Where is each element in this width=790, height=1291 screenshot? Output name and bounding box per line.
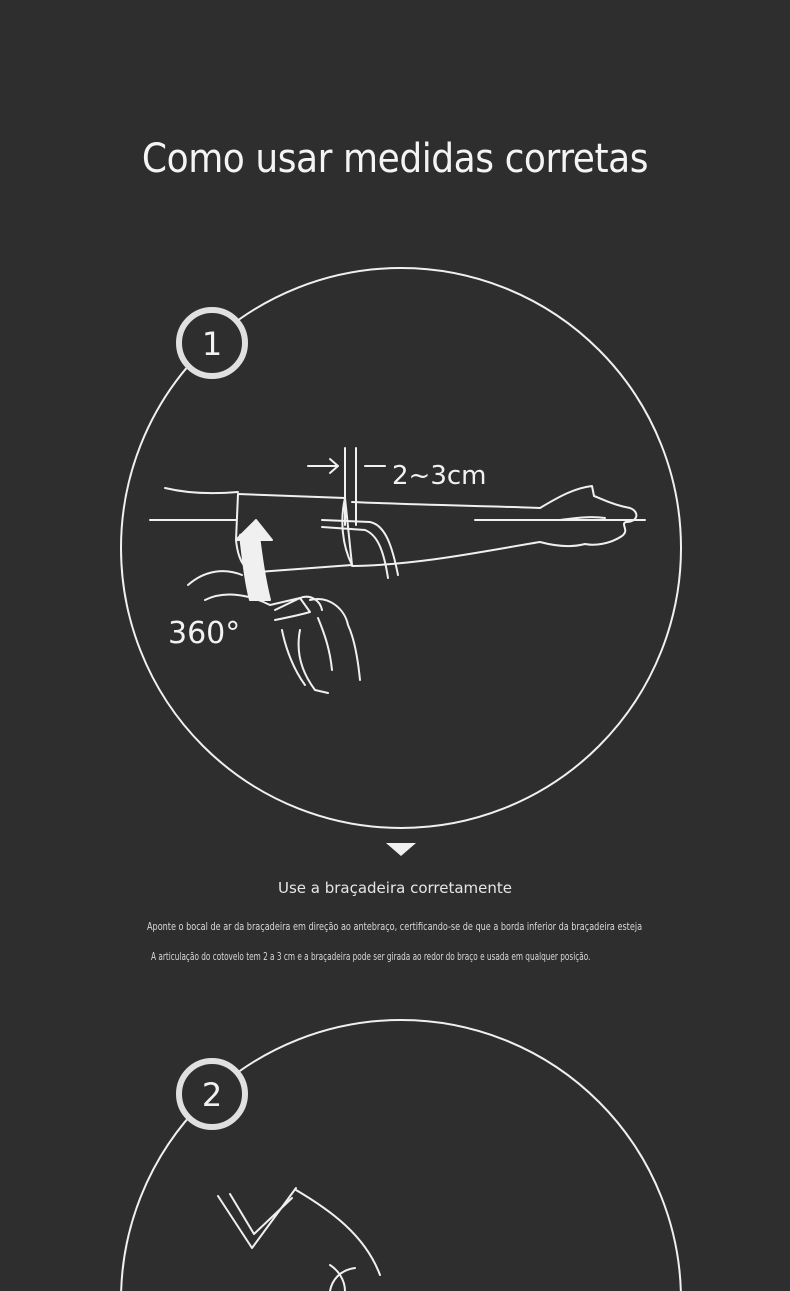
rotation-label: 360° [168,616,241,651]
step1-caption-line1: Aponte o bocal de ar da braçadeira em direção ao antebraço, certificando-se de que a borda inferior da braçadeira esteja [147,920,643,933]
down-arrow-icon [386,843,416,856]
step2-number: 2 [201,1076,223,1114]
step1-number: 1 [201,325,223,363]
step1-caption-line2: A articulação do cotovelo tem 2 a 3 cm e a braçadeira pode ser girada ao redor do braço e usada em qualquer posição. [151,950,591,963]
page-title: Como usar medidas corretas [141,136,649,182]
step2-illustration [218,1188,380,1291]
step1-caption-title: Use a braçadeira corretamente [277,879,513,897]
measurement-label: 2~3cm [392,461,487,491]
